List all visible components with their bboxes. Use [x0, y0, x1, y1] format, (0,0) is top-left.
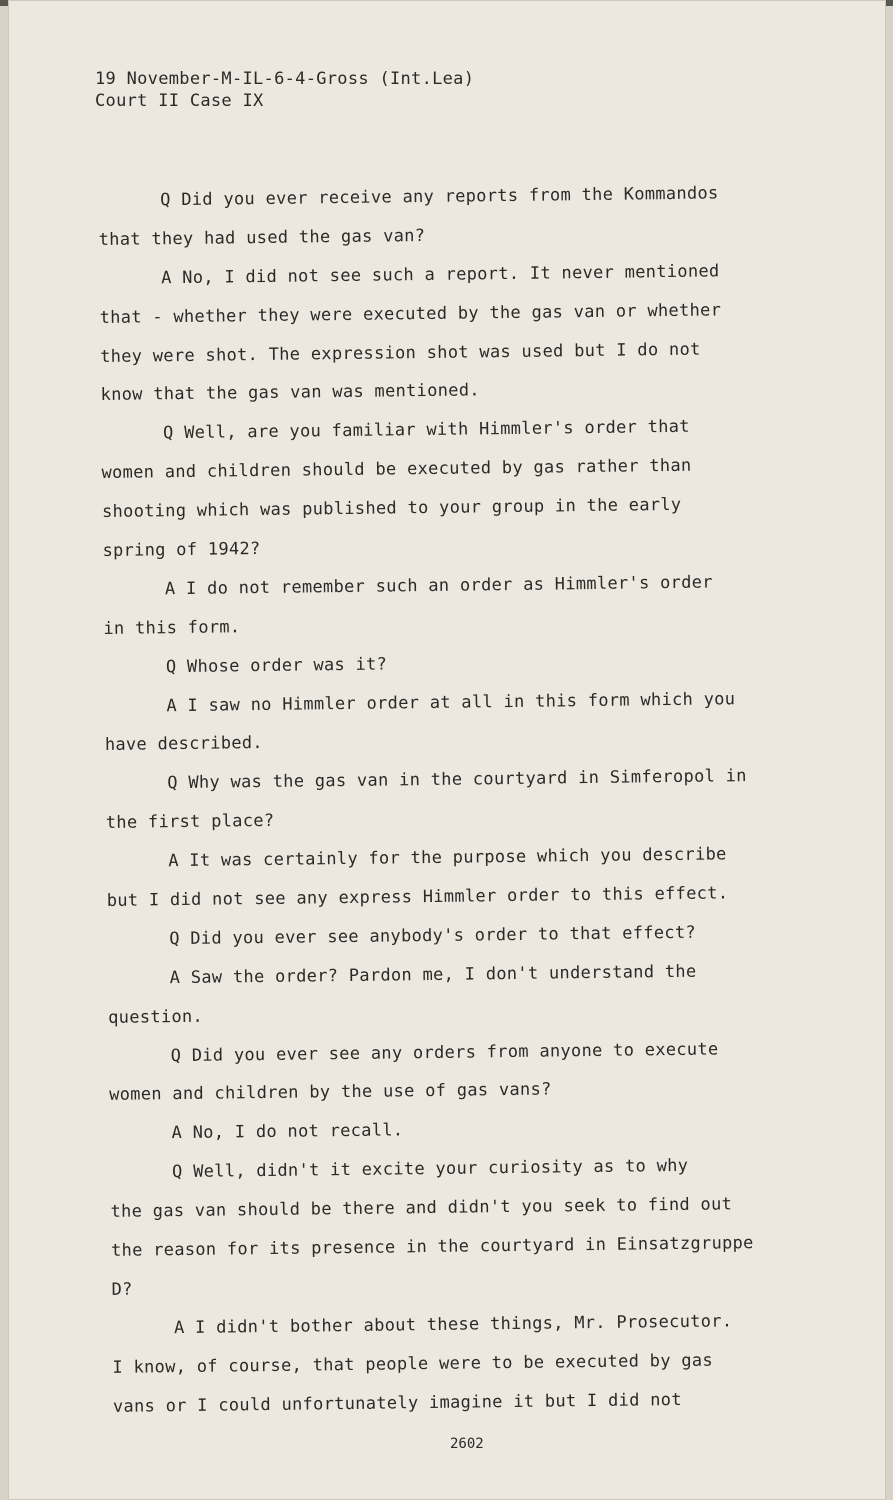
- transcript-line: shooting which was published to your group in the early: [101, 495, 682, 523]
- transcript-line: the first place?: [105, 811, 275, 834]
- transcript-line: Q Well, are you familiar with Himmler's order that: [162, 417, 690, 444]
- transcript-line: A It was certainly for the purpose which you describe: [168, 844, 727, 872]
- transcript-line: they were shot. The expression shot was used but I do not: [100, 339, 701, 367]
- transcript-line: question.: [108, 1006, 204, 1028]
- transcript-line: I know, of course, that people were to be executed by gas: [112, 1350, 714, 1378]
- transcript-line: A No, I did not see such a report. It never mentioned: [161, 261, 720, 289]
- transcript-line: A No, I do not recall.: [171, 1120, 404, 1144]
- transcript-body: [98, 173, 853, 1426]
- transcript-line: Q Did you ever see any orders from anyone to execute: [170, 1039, 719, 1066]
- transcript-line: have described.: [104, 733, 264, 756]
- transcript-line: that they had used the gas van?: [98, 225, 426, 250]
- transcript-line: but I did not see any express Himmler order to this effect.: [106, 883, 729, 911]
- header-line-1: 19 November-M-IL-6-4-Gross (Int.Lea): [95, 69, 475, 89]
- header-line-2: Court II Case IX: [95, 91, 264, 111]
- transcript-line: A I didn't bother about these things, Mr. Prosecutor.: [173, 1311, 733, 1338]
- document-header: [95, 68, 474, 112]
- transcript-line: women and children should be executed by gas rather than: [101, 456, 692, 484]
- transcript-line: Q Well, didn't it excite your curiosity as to why: [171, 1156, 689, 1183]
- transcript-line: vans or I could unfortunately imagine it but I did not: [112, 1389, 682, 1417]
- transcript-line: Q Did you ever see anybody's order to that effect?: [169, 922, 697, 950]
- transcript-line: know that the gas van was mentioned.: [100, 380, 480, 406]
- transcript-line: D?: [111, 1279, 133, 1300]
- transcript-line: Q Why was the gas van in the courtyard in Simferopol in: [167, 766, 747, 794]
- transcript-line: A I saw no Himmler order at all in this form which you: [166, 688, 736, 716]
- transcript-line: the reason for its presence in the courtyard in Einsatzgruppe: [110, 1233, 754, 1261]
- transcript-line: the gas van should be there and didn't you seek to find out: [110, 1194, 733, 1223]
- transcript-line: Q Did you ever receive any reports from the Kommandos: [160, 183, 719, 211]
- transcript-line: that - whether they were executed by the gas van or whether: [99, 300, 722, 328]
- transcript-line: A Saw the order? Pardon me, I don't understand the: [169, 961, 697, 988]
- transcript-line: A I do not remember such an order as Himmler's order: [164, 572, 713, 600]
- transcript-line: in this form.: [103, 617, 241, 639]
- transcript-line: Q Whose order was it?: [165, 654, 388, 677]
- transcript-line: women and children by the use of gas vans?: [109, 1080, 552, 1106]
- transcript-line: spring of 1942?: [102, 539, 261, 561]
- page-number: 2602: [450, 1436, 484, 1452]
